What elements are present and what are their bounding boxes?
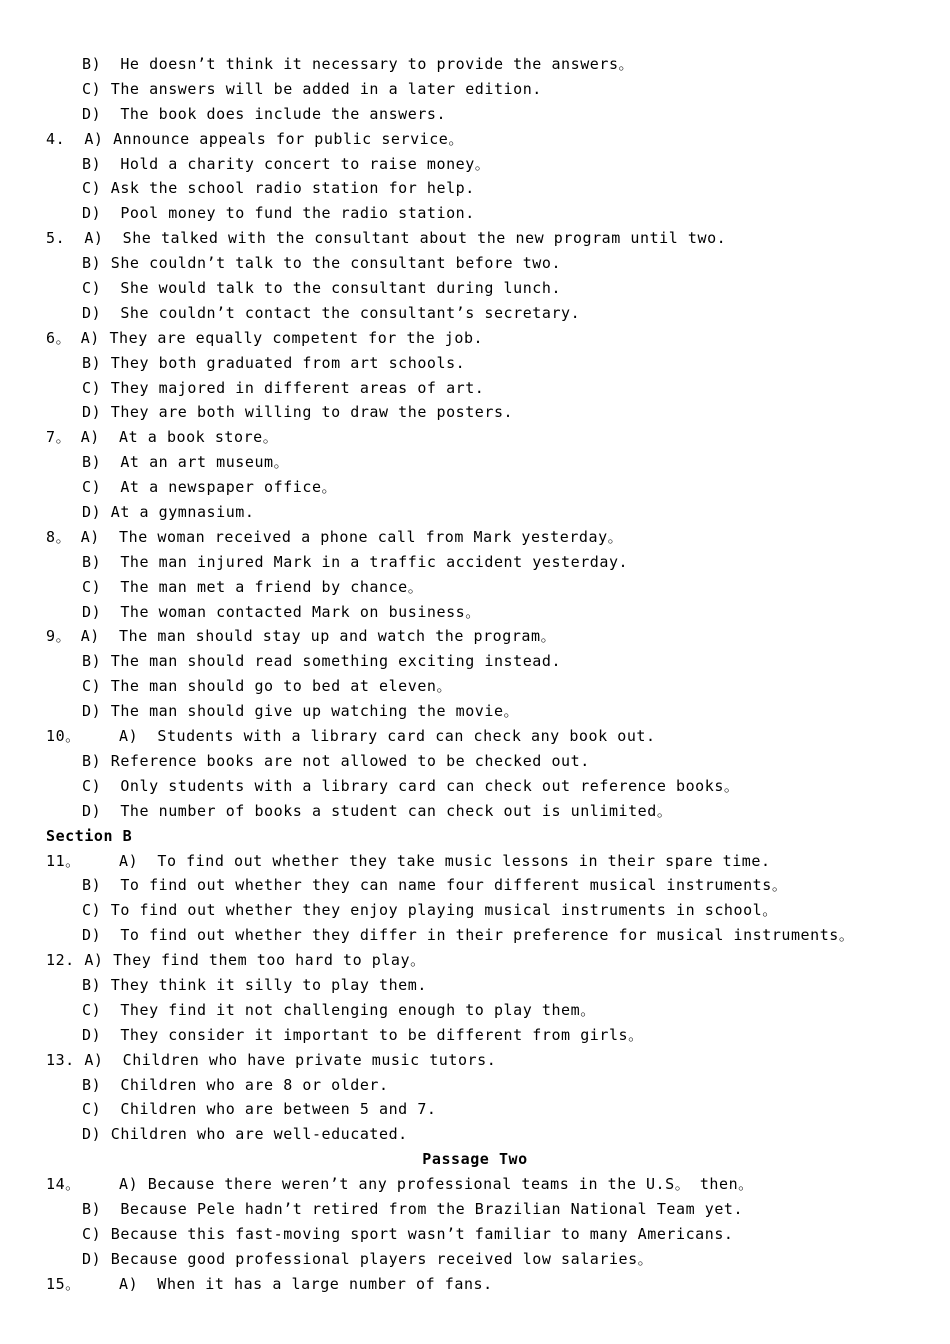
- question-8: 8。 A) The woman received a phone call from Mark yesterday。: [46, 527, 624, 546]
- answer-option: B) To find out whether they can name four different musical instruments。: [82, 876, 788, 895]
- answer-option: D) Because good professional players received low salaries。: [82, 1249, 654, 1268]
- answer-option: D) Pool money to fund the radio station.: [82, 204, 475, 223]
- answer-option: B) Reference books are not allowed to be checked out.: [82, 751, 590, 770]
- passage-heading: Passage Two: [422, 1150, 528, 1169]
- answer-option: B) He doesn’t think it necessary to provide the answers。: [82, 55, 635, 73]
- answer-option: C) The answers will be added in a later edition.: [82, 79, 542, 98]
- answer-option: B) The man injured Mark in a traffic accident yesterday.: [82, 552, 629, 571]
- answer-option: C) Children who are between 5 and 7.: [82, 1100, 437, 1119]
- question-4: 4. A) Announce appeals for public service。: [46, 129, 464, 148]
- answer-option: D) To find out whether they differ in their preference for musical instruments。: [82, 926, 855, 945]
- answer-option: C) The man met a friend by chance。: [82, 577, 424, 596]
- answer-option: D) They are both willing to draw the posters.: [82, 403, 514, 422]
- answer-option: C) Only students with a library card can check out reference books。: [82, 776, 740, 795]
- answer-option: B) She couldn’t talk to the consultant before two.: [82, 254, 562, 273]
- answer-option: D) The book does include the answers.: [82, 104, 447, 123]
- question-14: 14。 A) Because there weren’t any professional teams in the U.S。 then。: [46, 1175, 754, 1194]
- answer-option: D) Children who are well-educated.: [82, 1125, 408, 1144]
- answer-option: C) The man should go to bed at eleven。: [82, 677, 453, 696]
- question-7: 7。 A) At a book store。: [46, 428, 279, 447]
- question-10: 10。 A) Students with a library card can check any book out.: [46, 727, 656, 746]
- answer-option: C) Ask the school radio station for help.: [82, 179, 475, 198]
- answer-option: C) Because this fast-moving sport wasn’t familiar to many Americans.: [82, 1224, 734, 1243]
- answer-option: B) At an art museum。: [82, 453, 290, 472]
- answer-option: B) They think it silly to play them.: [82, 975, 427, 994]
- answer-option: D) The woman contacted Mark on business。: [82, 602, 481, 621]
- answer-option: D) They consider it important to be different from girls。: [82, 1025, 644, 1044]
- question-15: 15。 A) When it has a large number of fans.: [46, 1274, 493, 1293]
- answer-option: C) To find out whether they enjoy playing musical instruments in school。: [82, 901, 778, 920]
- question-11: 11。 A) To find out whether they take music lessons in their spare time.: [46, 851, 771, 870]
- answer-option: B) Because Pele hadn’t retired from the Brazilian National Team yet.: [82, 1199, 744, 1218]
- question-5: 5. A) She talked with the consultant about the new program until two.: [46, 229, 727, 248]
- question-9: 9。 A) The man should stay up and watch the program。: [46, 627, 557, 646]
- answer-option: B) Children who are 8 or older.: [82, 1075, 389, 1094]
- answer-option: D) The man should give up watching the movie。: [82, 702, 520, 721]
- section-heading: Section B: [46, 826, 133, 845]
- answer-option: D) She couldn’t contact the consultant’s secretary.: [82, 303, 581, 322]
- document-page: [0, 52, 950, 1297]
- answer-option: D) The number of books a student can check out is unlimited。: [82, 801, 673, 820]
- answer-option: B) They both graduated from art schools.: [82, 353, 466, 372]
- answer-option: D) At a gymnasium.: [82, 503, 255, 522]
- answer-option: C) They majored in different areas of art.: [82, 378, 485, 397]
- answer-option: C) They find it not challenging enough to play them。: [82, 1000, 596, 1019]
- question-12: 12. A) They find them too hard to play。: [46, 951, 426, 970]
- answer-option: C) At a newspaper office。: [82, 478, 338, 497]
- question-13: 13. A) Children who have private music tutors.: [46, 1050, 497, 1069]
- question-6: 6。 A) They are equally competent for the job.: [46, 328, 484, 347]
- answer-option: B) Hold a charity concert to raise money。: [82, 154, 491, 173]
- answer-option: C) She would talk to the consultant during lunch.: [82, 279, 562, 298]
- answer-option: B) The man should read something exciting instead.: [82, 652, 562, 671]
